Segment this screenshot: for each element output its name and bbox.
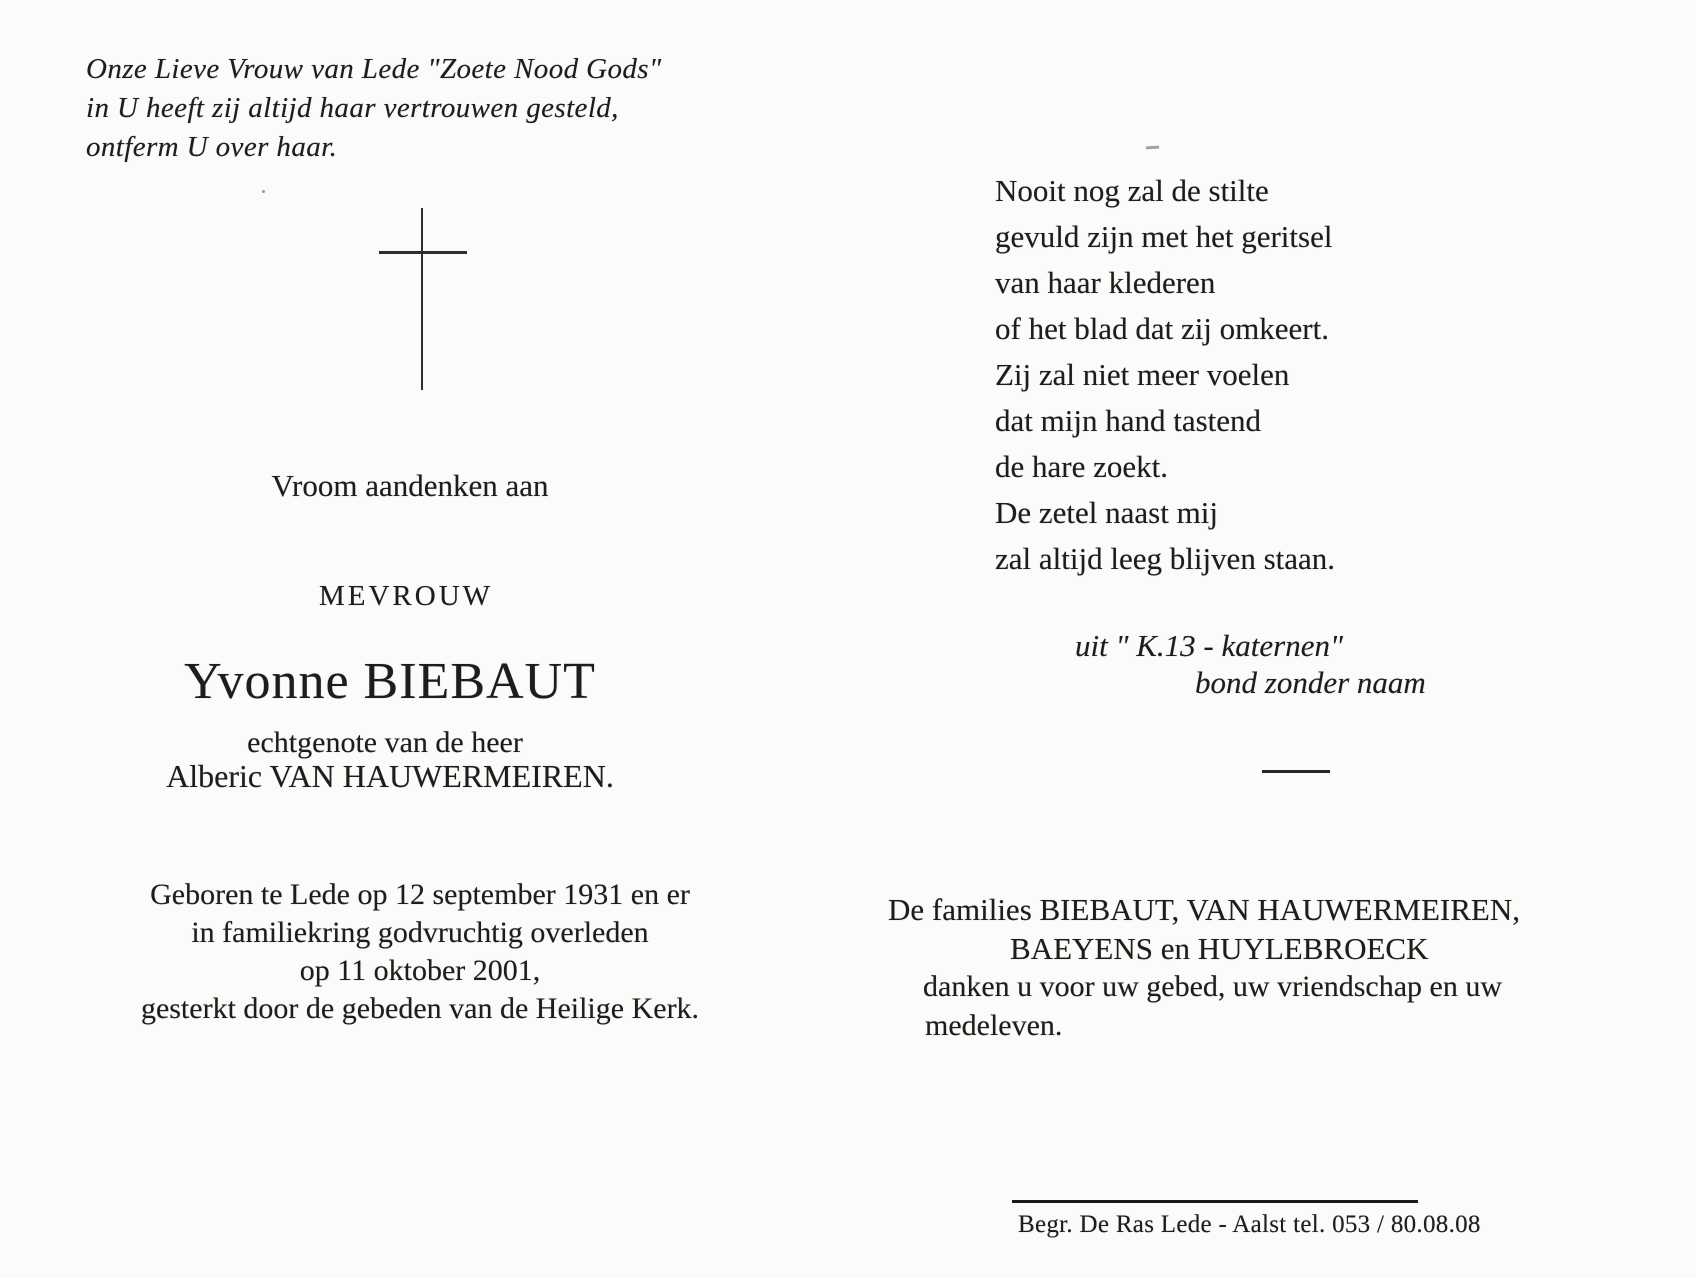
- life-record-line: gesterkt door de gebeden van de Heilige Kerk.: [140, 992, 700, 1025]
- poem-attribution-publisher: bond zonder naam: [1195, 665, 1426, 700]
- honorific-label: MEVROUW: [318, 580, 494, 612]
- life-record: [20, 876, 820, 1028]
- cross-vertical-bar: [421, 208, 423, 390]
- scan-artifact-dash: [1146, 146, 1159, 150]
- life-record-line: in familiekring godvruchtig overleden: [191, 916, 649, 949]
- poem-line: zal altijd leeg blijven staan.: [995, 541, 1336, 576]
- spouse-name: Alberic VAN HAUWERMEIREN.: [166, 758, 614, 794]
- intro-label: Vroom aandenken aan: [271, 468, 549, 503]
- footer-rule: [1012, 1200, 1418, 1203]
- invocation-line: ontferm U over haar.: [86, 131, 338, 163]
- poem-line: gevuld zijn met het geritsel: [995, 219, 1333, 254]
- poem-line: van haar klederen: [995, 265, 1216, 300]
- life-record-line: op 11 oktober 2001,: [299, 954, 541, 987]
- relation-line: echtgenote van de heer: [247, 726, 523, 759]
- cross-horizontal-bar: [379, 251, 467, 254]
- poem-line: dat mijn hand tastend: [995, 403, 1262, 438]
- memorial-poem: [995, 168, 1475, 582]
- poem-line: of het blad dat zij omkeert.: [995, 311, 1329, 346]
- invocation-prayer: [86, 50, 726, 167]
- section-divider: [1262, 770, 1330, 773]
- poem-attribution-source: uit " K.13 - katernen": [1075, 628, 1343, 663]
- acknowledgement-line: De families BIEBAUT, VAN HAUWERMEIREN,: [888, 892, 1520, 927]
- poem-line: Zij zal niet meer voelen: [995, 357, 1290, 392]
- acknowledgement-line: danken u voor uw gebed, uw vriendschap en uw: [923, 970, 1503, 1003]
- poem-line: Nooit nog zal de stilte: [995, 173, 1269, 208]
- family-acknowledgement: [888, 891, 1618, 1045]
- acknowledgement-line: medeleven.: [925, 1008, 1063, 1042]
- invocation-line: Onze Lieve Vrouw van Lede "Zoete Nood Gods": [86, 53, 662, 85]
- deceased-name: Yvonne BIEBAUT: [184, 653, 596, 710]
- scan-artifact-dot: [262, 190, 265, 193]
- poem-line: de hare zoekt.: [995, 449, 1168, 484]
- invocation-line: in U heeft zij altijd haar vertrouwen gesteld,: [86, 92, 619, 124]
- poem-line: De zetel naast mij: [995, 495, 1218, 530]
- life-record-line: Geboren te Lede op 12 september 1931 en er: [150, 878, 690, 911]
- acknowledgement-line: BAEYENS en HUYLEBROECK: [1010, 930, 1429, 966]
- undertaker-credit: Begr. De Ras Lede - Aalst tel. 053 / 80.08.08: [1018, 1211, 1481, 1238]
